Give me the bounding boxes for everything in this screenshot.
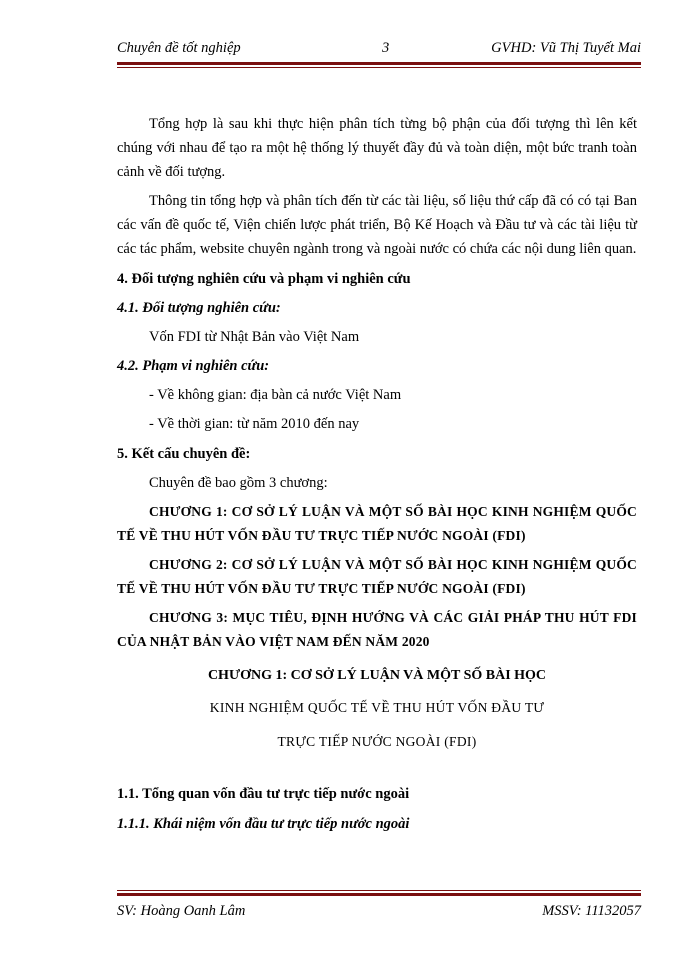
paragraph-synthesis: Tổng hợp là sau khi thực hiện phân tích từng bộ phận của đối tượng thì lên kết chúng với nhau để tạo ra một hệ thống lý thuyết đầy đủ và toàn diện, một bức tranh toàn cảnh về đối tượng.: [117, 116, 637, 180]
heading-1-1: 1.1. Tổng quan vốn đầu tư trực tiếp nước ngoài: [117, 786, 410, 802]
chapter-title-line-1: CHƯƠNG 1: CƠ SỞ LÝ LUẬN VÀ MỘT SỐ BÀI HỌC: [207, 668, 547, 683]
heading-1-1-1: 1.1.1. Khái niệm vốn đầu tư trực tiếp nước ngoài: [117, 816, 410, 832]
footer-student: SV: Hoàng Oanh Lâm: [117, 903, 246, 919]
header-advisor: GVHD: Vũ Thị Tuyết Mai: [491, 40, 641, 56]
chapter-3-entry: CHƯƠNG 3: MỤC TIÊU, ĐỊNH HƯỚNG VÀ CÁC GIẢI PHÁP THU HÚT FDI CỦA NHẬT BẢN VÀO VIỆT NAM ĐẾN NĂM 2020: [117, 610, 637, 649]
footer-rule-thick: [117, 893, 641, 896]
scope-space-item: - Về không gian: địa bàn cả nước Việt Nam: [149, 387, 402, 403]
chapter-title-line-2: KINH NGHIỆM QUỐC TẾ VỀ THU HÚT VỐN ĐẦU TƯ: [209, 700, 545, 715]
header-rule-thin: [117, 67, 641, 68]
chapter-1-entry: CHƯƠNG 1: CƠ SỞ LÝ LUẬN VÀ MỘT SỐ BÀI HỌC KINH NGHIỆM QUỐC TẾ VỀ THU HÚT VỐN ĐẦU TƯ TRỰC TIẾP NƯỚC NGOÀI (FDI): [117, 504, 637, 543]
chapter-title-line-3: TRỰC TIẾP NƯỚC NGOÀI (FDI): [277, 734, 477, 749]
structure-intro: Chuyên đề bao gồm 3 chương:: [149, 475, 328, 491]
heading-4-2: 4.2. Phạm vi nghiên cứu:: [117, 358, 270, 374]
chapter-2-entry: CHƯƠNG 2: CƠ SỞ LÝ LUẬN VÀ MỘT SỐ BÀI HỌC KINH NGHIỆM QUỐC TẾ VỀ THU HÚT VỐN ĐẦU TƯ TRỰC TIẾP NƯỚC NGOÀI (FDI): [117, 557, 637, 596]
heading-section-4: 4. Đối tượng nghiên cứu và phạm vi nghiên cứu: [117, 271, 411, 287]
heading-4-1: 4.1. Đối tượng nghiên cứu:: [117, 300, 281, 316]
heading-section-5: 5. Kết cấu chuyên đề:: [117, 446, 251, 462]
document-body: [117, 112, 637, 841]
header-title: Chuyên đề tốt nghiệp: [117, 40, 241, 56]
page-number: 3: [382, 40, 390, 56]
header-rule-thick: [117, 62, 641, 65]
paragraph-sources: Thông tin tổng hợp và phân tích đến từ các tài liệu, số liệu thứ cấp đã có có tại Ban các vấn đề quốc tế, Viện chiến lược phát triển, Bộ Kế Hoạch và Đầu tư và các tài liệu từ các tác phẩm, website chuyên ngành trong và ngoài nước có chứa các nội dung liên quan.: [117, 193, 637, 257]
research-object: Vốn FDI từ Nhật Bản vào Việt Nam: [149, 329, 360, 345]
scope-time-item: - Về thời gian: từ năm 2010 đến nay: [149, 416, 360, 432]
footer-rule-thin: [117, 890, 641, 891]
footer-student-id: MSSV: 11132057: [542, 903, 641, 919]
